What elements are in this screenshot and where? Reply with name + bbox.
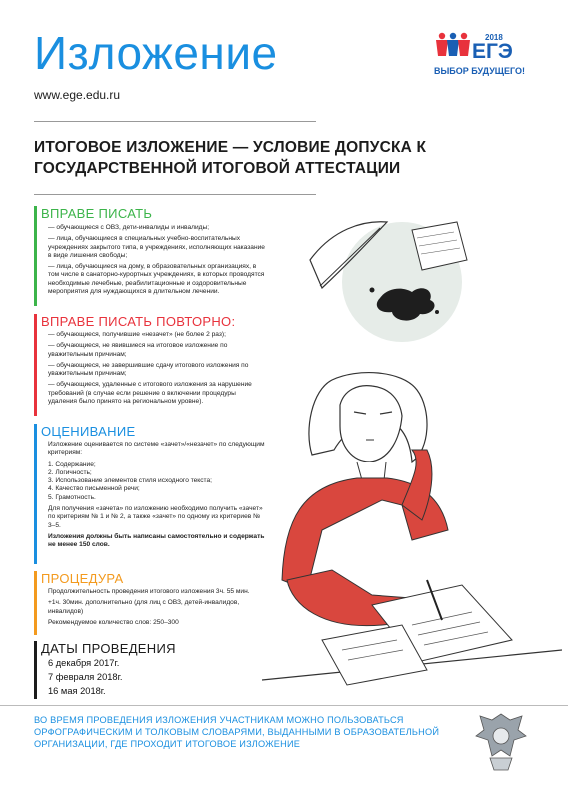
procedure-words: Рекомендуемое количество слов: 250–300 bbox=[48, 618, 179, 626]
procedure-extra: +1ч. 30мин. дополнительно (для лиц с ОВЗ, детей-инвалидов, инвалидов) bbox=[48, 599, 240, 615]
grading-note: Изложения должны быть написаны самостоятельно и содержать не менее 150 слов. bbox=[48, 532, 265, 549]
list-item: — обучающиеся с ОВЗ, дети-инвалиды и инвалиды; bbox=[48, 224, 210, 231]
ege-figures-icon bbox=[436, 33, 470, 56]
criterion: 3. Использование элементов стиля исходного текста; bbox=[48, 477, 213, 485]
grading-rule: Для получения «зачета» по изложению необходимо получить «зачет» по критериям № 1 и № 2, а также «зачет» по одному из критериев № 3–5. bbox=[48, 505, 263, 529]
grading-text bbox=[48, 441, 266, 553]
section-title-grading: ОЦЕНИВАНИЕ bbox=[41, 424, 136, 439]
section-marker bbox=[34, 314, 37, 416]
section-title-procedure: ПРОЦЕДУРА bbox=[41, 571, 124, 586]
logo-slogan: ВЫБОР БУДУЩЕГО! bbox=[434, 66, 525, 76]
criterion: 4. Качество письменной речи; bbox=[48, 485, 140, 493]
headline: ИТОГОВОЕ ИЗЛОЖЕНИЕ — УСЛОВИЕ ДОПУСКА К ГОСУДАРСТВЕННОЙ ИТОГОВОЙ АТТЕСТАЦИИ bbox=[34, 139, 427, 177]
list-item: — обучающиеся, получившие «незачет» (не более 2 раз); bbox=[48, 331, 226, 338]
right-to-write-list bbox=[48, 224, 266, 299]
section-title-dates: ДАТЫ ПРОВЕДЕНИЯ bbox=[41, 641, 176, 656]
page-title: Изложение bbox=[34, 27, 278, 79]
section-marker bbox=[34, 571, 37, 635]
retake-list bbox=[48, 331, 266, 409]
section-marker bbox=[34, 641, 37, 699]
list-item: — обучающиеся, не завершившие сдачу итогового изложения по уважительным причинам; bbox=[48, 361, 249, 378]
list-item: — обучающиеся, удаленные с итогового изложения за нарушение требований (в случае если решение о включении процедуры удаления было принято на региональном уровне). bbox=[48, 381, 252, 406]
quill-ink-illustration bbox=[310, 222, 467, 342]
divider bbox=[34, 194, 316, 195]
list-item: — лица, обучающиеся на дому, в образовательных организациях, в том числе в санаторно-курортных учреждениях, в которых проводятся необходимые лечебные, реабилитационные и оздоровительные мероприятия для нуждающихся в длительном лечении. bbox=[48, 263, 265, 296]
date-item: 16 мая 2018г. bbox=[48, 686, 106, 696]
student-writing-illustration bbox=[262, 200, 562, 700]
criterion: 2. Логичность; bbox=[48, 468, 92, 476]
section-title-retake: ВПРАВЕ ПИСАТЬ ПОВТОРНО: bbox=[41, 314, 236, 329]
date-item: 7 февраля 2018г. bbox=[48, 672, 123, 682]
procedure-duration: Продолжительность проведения итогового изложения 3ч. 55 мин. bbox=[48, 588, 250, 595]
section-marker bbox=[34, 206, 37, 306]
footer-note: ВО ВРЕМЯ ПРОВЕДЕНИЯ ИЗЛОЖЕНИЯ УЧАСТНИКАМ МОЖНО ПОЛЬЗОВАТЬСЯ ОРФОГРАФИЧЕСКИМ И ТОЛКОВЫМ СЛОВАРЯМИ, ВЫДАННЫМИ В ОБРАЗОВАТЕЛЬНОЙ ОРГАНИЗАЦИИ, ГДЕ ПРОХОДИТ ИТОГОВОЕ ИЗЛОЖЕНИЕ bbox=[34, 715, 440, 749]
date-item: 6 декабря 2017г. bbox=[48, 658, 120, 668]
divider bbox=[34, 121, 316, 122]
rosobrnadzor-emblem-icon bbox=[470, 706, 532, 776]
section-title-right-to-write: ВПРАВЕ ПИСАТЬ bbox=[41, 206, 153, 221]
list-item: — лица, обучающиеся в специальных учебно-воспитательных учреждениях закрытого типа, в учреждениях, исполняющих наказание в виде лишения свободы; bbox=[48, 235, 265, 259]
grading-intro: Изложение оценивается по системе «зачет»/«незачет» по следующим критериям: bbox=[48, 441, 265, 457]
ege-logo bbox=[432, 30, 544, 86]
section-marker bbox=[34, 424, 37, 564]
logo-word: ЕГЭ bbox=[472, 40, 513, 63]
list-item: — обучающиеся, не явившиеся на итоговое изложение по уважительным причинам; bbox=[48, 342, 228, 358]
procedure-text bbox=[48, 588, 266, 630]
girl-illustration bbox=[282, 373, 448, 626]
website-link[interactable]: www.ege.edu.ru bbox=[34, 88, 121, 102]
criterion: 5. Грамотность. bbox=[48, 493, 96, 501]
logo-year: 2018 bbox=[485, 33, 503, 42]
criterion: 1. Содержание; bbox=[48, 460, 96, 468]
